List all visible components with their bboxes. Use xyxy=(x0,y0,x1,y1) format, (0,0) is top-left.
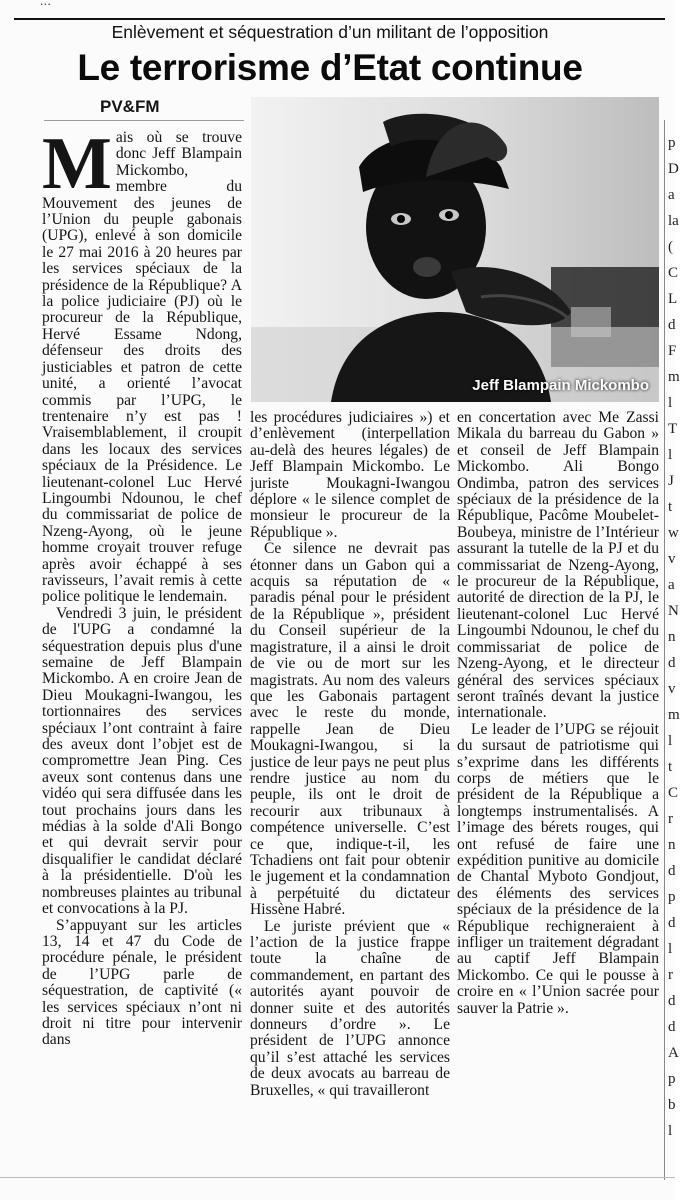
article-paragraph: Le juriste prévient que « l’action de la justice frappe toute la chaîne de commandement, en partant des autorités ayant pouvoir de donner suite et des autorités donneurs d’ordre ». Le président de l’UPG annonce qu’il s’est attaché les services de deux avocats au barreau de Bruxelles, « qui travailleront xyxy=(250,917,450,1099)
adjacent-article-edge: p D a la ( C L d F m l T l J t w v a N n d v m l t C r n d p d l r d d A p b l xyxy=(668,135,680,1139)
bottom-rule xyxy=(0,1177,675,1178)
previous-article-strip xyxy=(0,0,675,20)
article-kicker: Enlèvement et séquestration d’un militant de l’opposition xyxy=(111,22,549,42)
column-divider-right xyxy=(664,120,665,1180)
article-paragraph: les procédures judiciaires ») et d’enlèvement (interpellation au-delà des heures légales) de Jeff Blampain Mickombo. Le juriste Moukagni-Iwangou déplore « le silence complet de monsieur le procureur de la République ». xyxy=(250,409,450,541)
article-photo xyxy=(251,97,659,402)
article-paragraph: S’appuyant sur les articles 13, 14 et 47 du Code de procédure pénale, le président de l’UPG parle de séquestration, de captivité (« les services spéciaux n’ont ni droit ni titre pour intervenir dans xyxy=(42,916,242,1049)
article-paragraph: Ce silence ne devrait pas étonner dans un Gabon qui a acquis sa réputation de « paradis pénal pour le président de la République », président du Conseil supérieur de la magistrature, il a ainsi le droit de vie ou de mort sur les magistrats. Au nom des valeurs que les Gabonais partagent avec le reste du monde, rappelle Jean de Dieu Moukagni-Iwangou, si la justice de leur pays ne peut plus rendre justice au nom du peuple, ils ont le droit de recourir aux tribunaux à compétence universelle. C’est ce que, indique-t-il, les Tchadiens ont fait pour obtenir le jugement et la condamnation à perpétuité du dictateur Hissène Habré. xyxy=(250,540,450,919)
article-headline: Le terrorisme d’Etat continue xyxy=(77,47,583,88)
drop-cap: M xyxy=(42,123,112,205)
previous-article-text: ... xyxy=(40,0,52,8)
portrait-photo-illustration xyxy=(251,97,659,402)
top-rule xyxy=(14,18,665,20)
article-paragraph-lead xyxy=(42,123,242,606)
photo-caption: Jeff Blampain Mickombo xyxy=(472,377,649,394)
article-paragraph: en concertation avec Me Zassi Mikala du barreau du Gabon » et conseil de Jeff Blampain Mickombo. Ali Bongo Ondimba, patron des services spéciaux de la présidence de la République, Pacôme Moubelet-Boubeya, ministre de l’Intérieur assurant la tutelle de la PJ et du commissariat de Nzeng-Ayong, le procureur de la République, autorité de direction de la PJ, le lieutenant-colonel Luc Hervé Lingoumbi Ndounou, le chef du commissariat de police de Nzeng-Ayong, et le directeur général des services spéciaux seront traînés devant la justice internationale. xyxy=(457,409,659,722)
article-column-1 xyxy=(42,123,242,1170)
article-paragraph: Vendredi 3 juin, le président de l'UPG a condamné la séquestration depuis plus d'une semaine de Jeff Blampain Mickombo. A en croire Jean de Dieu Moukagni-Iwangou, les tortionnaires des services spéciaux l’ont contraint à faire des aveux dont l’objet est de compromettre Jean Ping. Ces aveux sont contenus dans une vidéo qui sera diffusée dans les tout prochains jours dans les médias à la solde d'Ali Bongo et qui devrait servir pour disqualifier le candidat déclaré à la présidentielle. D'où les nombreuses plaintes au tribunal et convocations à la PJ. xyxy=(42,604,242,918)
article-column-3 xyxy=(457,410,659,1170)
lead-text: ais où se trouve donc Jeff Blampain Mickombo, membre du Mouvement des jeunes de l’Union du peuple gabonais (UPG), enlevé à son domicile le 27 mai 2016 à 20 heures par les services spéciaux de la présidence de la République? A la police judiciaire (PJ) où le procureur de la République, Hervé Essame Ndong, défenseur des droits des justiciables et patron de cette unité, a orienté l’avocat commis par l’UPG, le trentenaire n’y est pas ! Vraisemblablement, il croupit dans les locaux des services spéciaux de la Présidence. Le lieutenant-colonel Luc Hervé Lingoumbi Ndounou, le chef du commissariat de police de Nzeng-Ayong, où le jeune homme croyait trouver refuge après avoir échappé à ses ravisseurs, l’avait remis à cette police politique le lendemain. xyxy=(42,129,242,606)
byline-rule xyxy=(44,120,244,121)
article-byline: PV&FM xyxy=(100,97,160,116)
article-column-2 xyxy=(250,410,450,1170)
article-paragraph: Le leader de l’UPG se réjouit du sursaut de patriotisme qui s’exprime dans les différents corps de métiers que le président de la République a longtemps instrumentalisés. A l’image des bérets rouges, qui ont refusé de faire une expédition punitive au domicile de Chantal Myboto Gondjout, des éléments des services spéciaux de la présidence de la République rechigneraient à infliger un traitement dégradant au captif Jeff Blampain Mickombo. Ce qui le pousse à croire en « l’Union sacrée pour sauver la Patrie ». xyxy=(457,720,659,1017)
